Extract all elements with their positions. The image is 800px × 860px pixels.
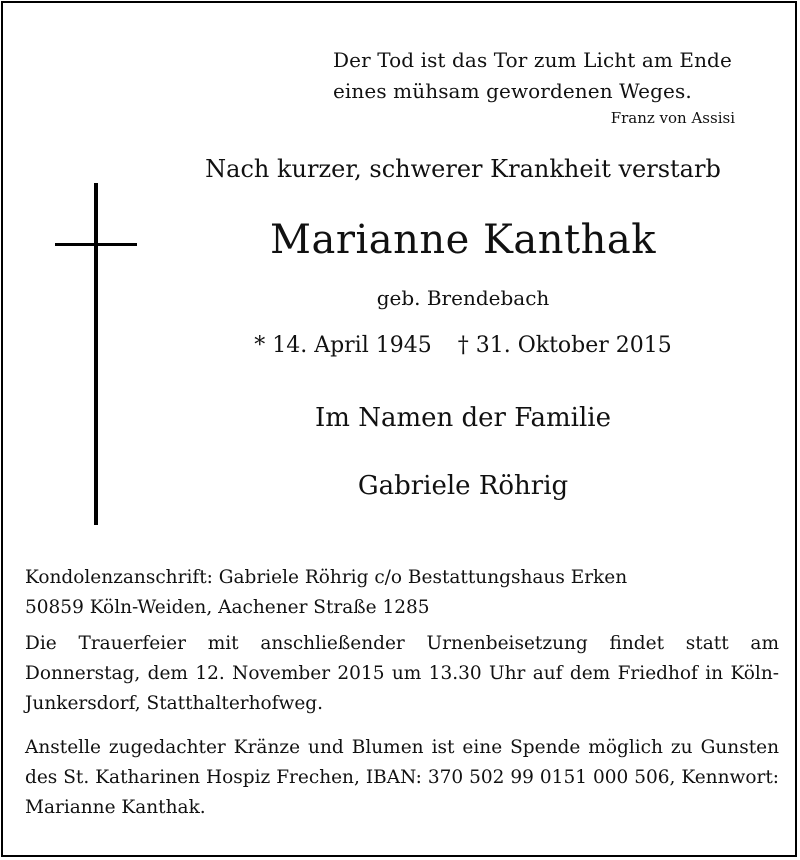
birth-date: * 14. April 1945 xyxy=(254,333,432,358)
condolence-line-1: Kondolenzanschrift: Gabriele Röhrig c/o Bestattungshaus Erken xyxy=(25,567,628,588)
quote-line-2: eines mühsam gewordenen Weges. xyxy=(333,79,692,103)
cross-icon xyxy=(94,183,98,525)
deceased-name: Marianne Kanthak xyxy=(270,217,656,263)
condolence-line-2: 50859 Köln-Weiden, Aachener Straße 1285 xyxy=(25,597,430,618)
family-line: Im Namen der Familie xyxy=(315,403,611,433)
funeral-ceremony-info: Die Trauerfeier mit anschließender Urnenbeisetzung findet statt am Donnerstag, dem 12. November 2015 um 13.30 Uhr auf dem Friedhof in Köln-Junkersdorf, Statthalterhofweg. xyxy=(25,633,779,714)
cross-icon-bar xyxy=(55,243,137,246)
death-announcement: Nach kurzer, schwerer Krankheit verstarb xyxy=(205,155,721,183)
maiden-name: geb. Brendebach xyxy=(376,286,550,310)
condolence-address xyxy=(25,563,779,623)
quote-line-1: Der Tod ist das Tor zum Licht am Ende xyxy=(333,48,732,72)
quote-author: Franz von Assisi xyxy=(610,109,735,127)
signer-name: Gabriele Röhrig xyxy=(357,471,569,501)
memorial-quote xyxy=(333,45,753,107)
life-dates xyxy=(183,333,743,358)
death-date: † 31. Oktober 2015 xyxy=(457,333,672,358)
obituary-notice xyxy=(1,1,797,857)
donation-info: Anstelle zugedachter Kränze und Blumen ist eine Spende möglich zu Gunsten des St. Katharinen Hospiz Frechen, IBAN: 370 502 99 0151 000 506, Kennwort: Marianne Kanthak. xyxy=(25,737,779,818)
